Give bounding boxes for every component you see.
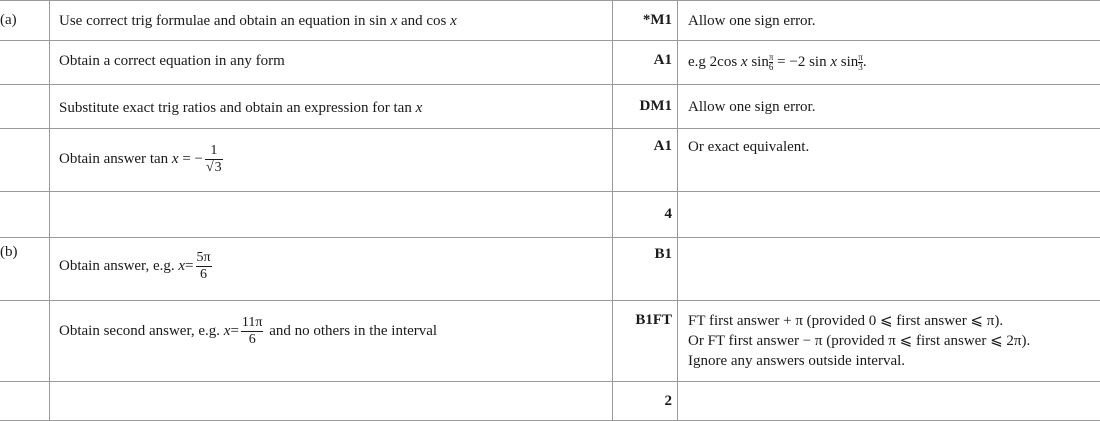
mark-row-4: A1: [653, 138, 672, 154]
guidance-row-7-line-1: FT first answer + π (provided 0 ⩽ first answer ⩽ π).: [688, 313, 1004, 329]
column-divider: [677, 0, 678, 421]
answer-text-row-7: Obtain second answer, e.g. x= $\frac{11\pi}{6}$ and no others in the interval: [59, 315, 438, 348]
guidance-row-3: Allow one sign error.: [688, 99, 816, 115]
answer-fraction: $\frac{1}{√3}$: [205, 143, 222, 176]
part-label-a: (a): [0, 12, 17, 28]
answer-text-row-6: Obtain answer, e.g. x= $\frac{5\pi}{6}$: [59, 250, 211, 283]
mark-row-1: *M1: [642, 12, 672, 28]
guidance-row-7-line-2: Or FT first answer − π (provided π ⩽ first answer ⩽ 2π).: [688, 333, 1031, 349]
mark-row-7: B1FT: [635, 312, 672, 328]
mark-row-3: DM1: [639, 98, 672, 114]
row-divider: [0, 0, 1100, 1]
pi-over-6-fraction: $\frac{\pi}{6}$: [768, 52, 774, 73]
row-divider: [0, 191, 1100, 192]
row-divider: [0, 300, 1100, 301]
guidance-row-1: Allow one sign error.: [688, 13, 816, 29]
pi-over-3-fraction: $\frac{\pi}{3}$: [858, 52, 863, 73]
row-divider: [0, 84, 1100, 85]
answer-fraction: $\frac{11\pi}{6}$: [241, 315, 263, 348]
row-divider: [0, 40, 1100, 41]
answer-fraction: $\frac{5\pi}{6}$: [196, 250, 211, 283]
column-divider: [612, 0, 613, 421]
total-marks-part-b: 2: [664, 393, 672, 409]
guidance-row-2: e.g 2cos x sin $\frac{\pi}{6}$ = −2 sin x sin $\frac{\pi}{3}$ .: [688, 52, 867, 73]
row-divider: [0, 237, 1100, 238]
row-divider: [0, 381, 1100, 382]
part-label-b: (b): [0, 244, 18, 260]
guidance-row-7-line-3: Ignore any answers outside interval.: [688, 353, 906, 369]
answer-text-row-2: Obtain a correct equation in any form: [59, 53, 285, 69]
row-divider: [0, 128, 1100, 129]
guidance-row-4: Or exact equivalent.: [688, 139, 810, 155]
mark-row-6: B1: [654, 246, 672, 262]
mark-row-2: A1: [653, 52, 672, 68]
answer-text-row-1: Use correct trig formulae and obtain an equation in sin x and cos x: [59, 13, 457, 29]
answer-text-row-4: Obtain answer tan x = − $\frac{1}{√3}$: [59, 143, 222, 176]
column-divider: [49, 0, 50, 421]
answer-text-row-3: Substitute exact trig ratios and obtain an expression for tan x: [59, 100, 423, 116]
total-marks-part-a: 4: [664, 206, 672, 222]
